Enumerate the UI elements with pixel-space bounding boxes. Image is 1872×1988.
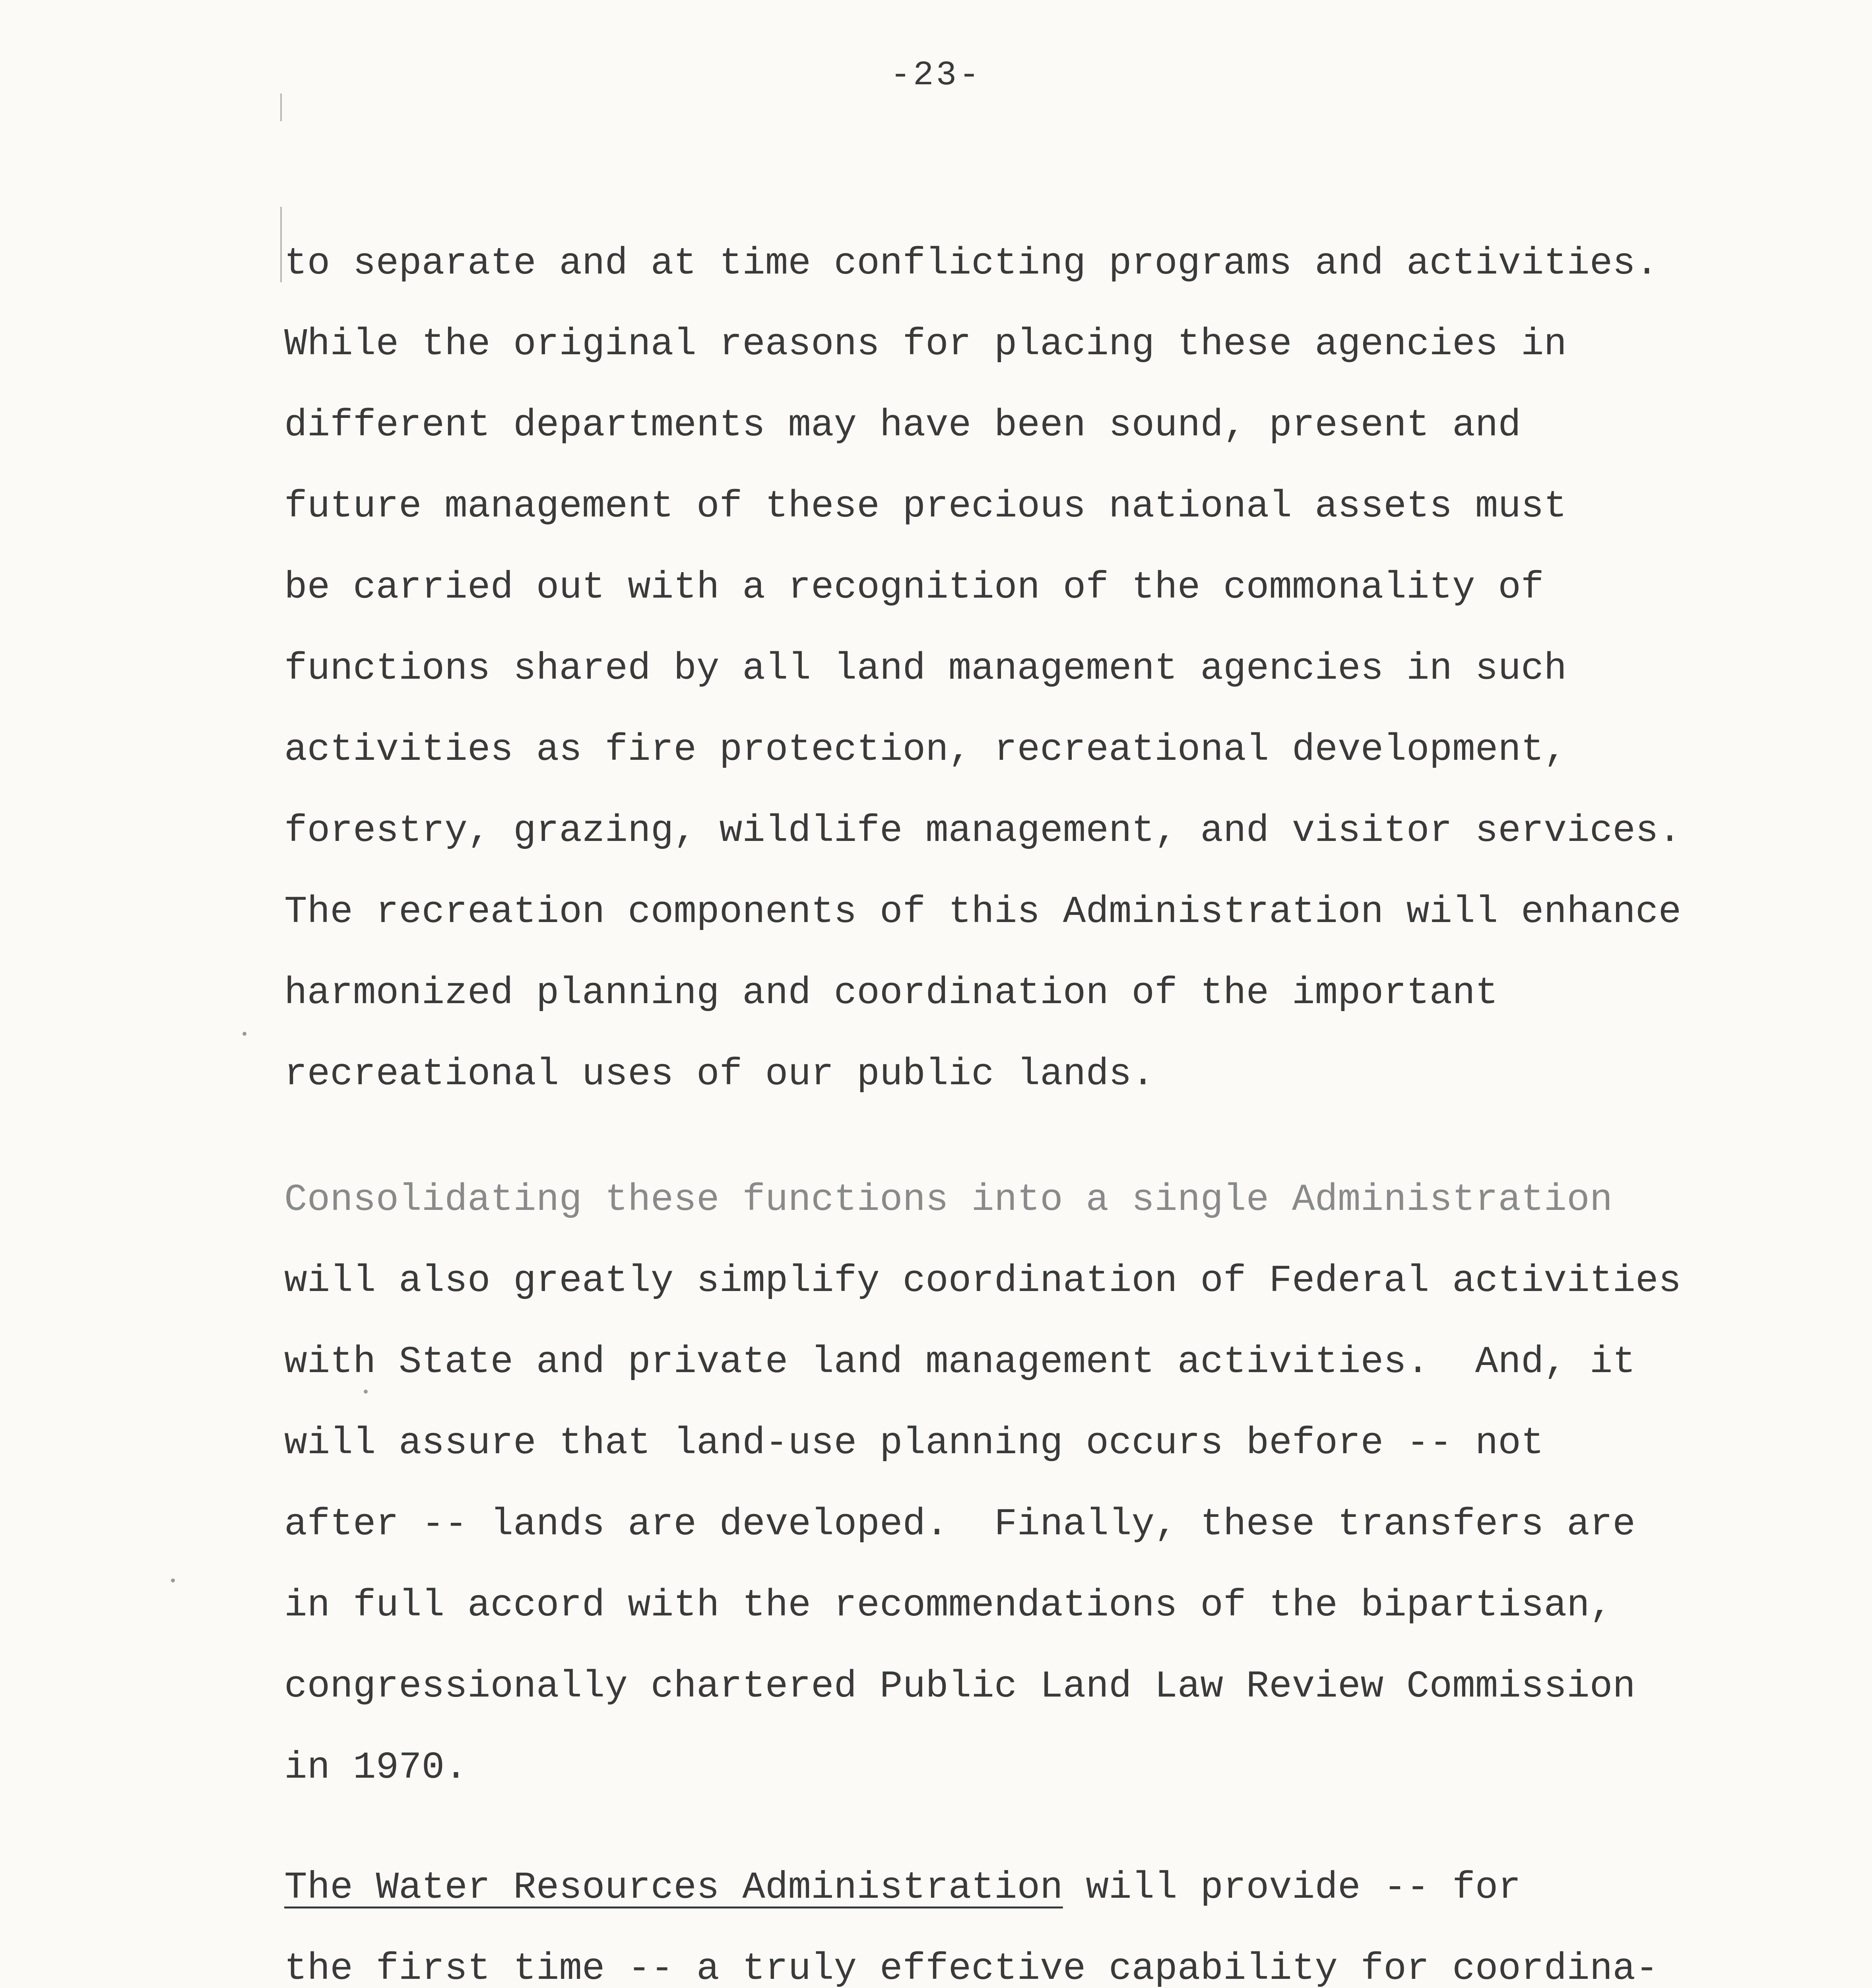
text-line: after -- lands are developed. Finally, these transfers are	[284, 1503, 1635, 1546]
text-line: functions shared by all land management agencies in such	[284, 647, 1567, 690]
text-line: future management of these precious national assets must	[284, 485, 1567, 528]
text-line: to separate and at time conflicting programs and activities.	[284, 242, 1659, 285]
text-line	[284, 1866, 1521, 1909]
text-line: will also greatly simplify coordination of Federal activities	[284, 1259, 1682, 1303]
text-line: be carried out with a recognition of the commonality of	[284, 566, 1544, 609]
text-line: activities as fire protection, recreational development,	[284, 728, 1567, 771]
scan-speck	[242, 1032, 246, 1036]
scan-speck	[171, 1578, 175, 1582]
page-number: -23-	[890, 56, 982, 95]
margin-mark	[280, 93, 282, 121]
text-line: Consolidating these functions into a single Administration	[284, 1178, 1613, 1221]
scan-speck	[364, 1390, 368, 1394]
text-line: harmonized planning and coordination of the important	[284, 971, 1498, 1015]
margin-mark	[280, 207, 282, 282]
text-line: different departments may have been sound, present and	[284, 404, 1521, 447]
text-line: While the original reasons for placing these agencies in	[284, 322, 1567, 366]
text-line: The recreation components of this Administration will enhance	[284, 890, 1682, 934]
text-line: in full accord with the recommendations of the bipartisan,	[284, 1584, 1613, 1627]
text-line: recreational uses of our public lands.	[284, 1052, 1155, 1096]
text-line: with State and private land management activities. And, it	[284, 1340, 1635, 1384]
text-line: the first time -- a truly effective capability for coordina-	[284, 1947, 1659, 1988]
section-heading: The Water Resources Administration	[284, 1866, 1063, 1909]
text-line: congressionally chartered Public Land Law Review Commission	[284, 1665, 1635, 1708]
text-line: in 1970.	[284, 1746, 468, 1789]
text-line: forestry, grazing, wildlife management, and visitor services.	[284, 809, 1682, 852]
heading-continuation: will provide -- for	[1063, 1866, 1521, 1909]
text-line: will assure that land-use planning occurs before -- not	[284, 1421, 1544, 1465]
